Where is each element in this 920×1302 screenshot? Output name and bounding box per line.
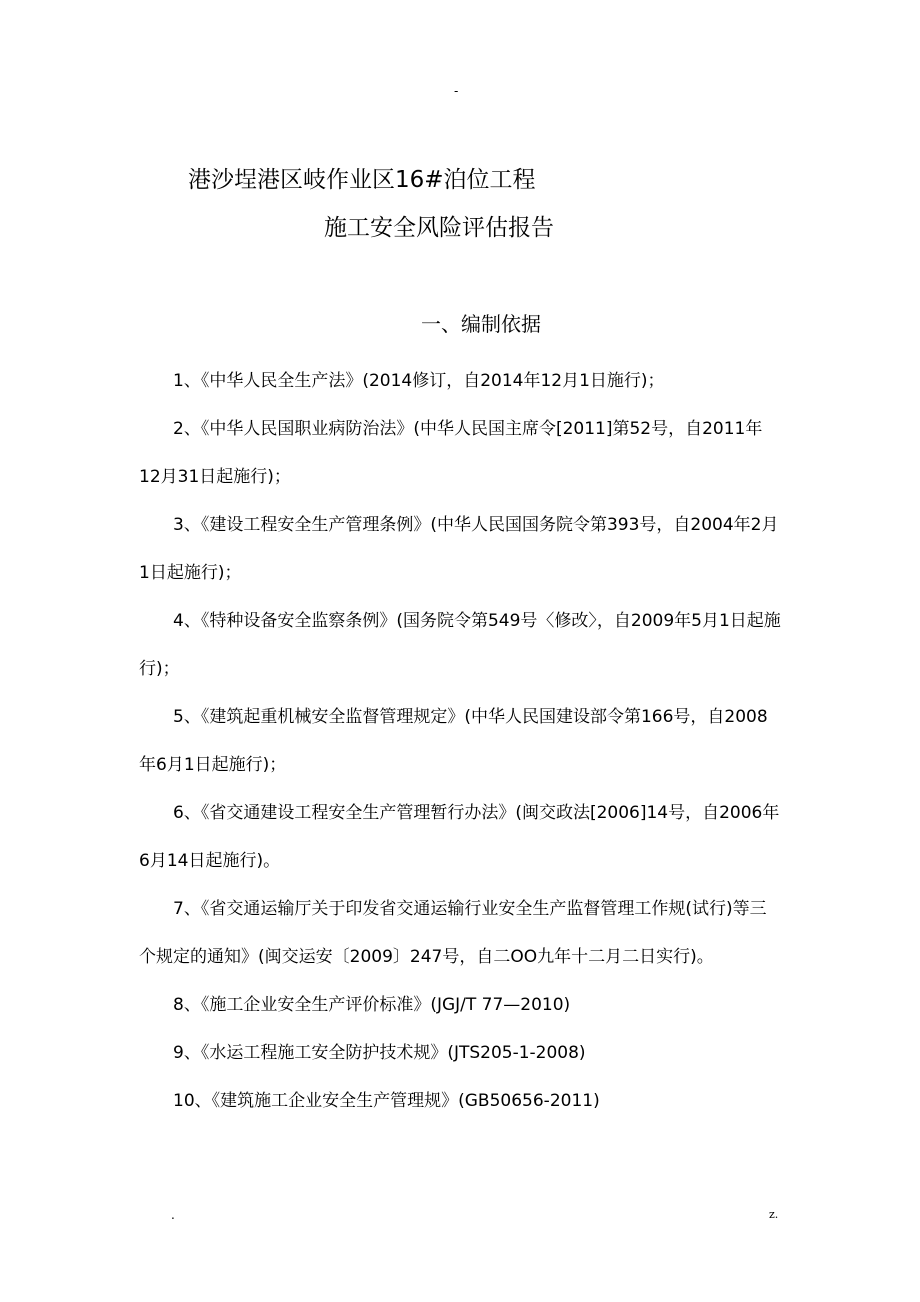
list-item: 5、《建筑起重机械安全监督管理规定》(中华人民国建设部令第166号，自2008年6月1日起施行)； xyxy=(139,707,768,775)
list-item: 3、《建设工程安全生产管理条例》(中华人民国国务院令第393号，自2004年2月1日起施行)； xyxy=(139,515,779,583)
list-item: 2、《中华人民国职业病防治法》(中华人民国主席令[2011]第52号，自2011年12月31日起施行)； xyxy=(139,419,763,487)
list-item: 1、《中华人民全生产法》(2014修订，自2014年12月1日施行)； xyxy=(173,371,665,391)
basis-list xyxy=(139,357,781,1125)
list-item: 9、《水运工程施工安全防护技术规》(JTS205-1-2008) xyxy=(173,1043,586,1063)
list-item: 6、《省交通建设工程安全生产管理暂行办法》(闽交政法[2006]14号，自2006年6月14日起施行)。 xyxy=(139,803,780,871)
page-footer-left-mark: . xyxy=(171,1208,175,1222)
list-item: 7、《省交通运输厅关于印发省交通运输行业安全生产监督管理工作规(试行)等三个规定的通知》(闽交运安〔2009〕247号，自二ОО九年十二月二日实行)。 xyxy=(139,899,767,967)
section-heading: 一、编制依据 xyxy=(421,312,541,336)
page-header-mark: - xyxy=(454,84,459,98)
document-title: 港沙埕港区岐作业区16#泊位工程 xyxy=(188,167,536,193)
page-footer-right-mark: z. xyxy=(769,1208,779,1221)
document-subtitle: 施工安全风险评估报告 xyxy=(324,215,554,241)
list-item: 8、《施工企业安全生产评价标准》(JGJ/T 77—2010) xyxy=(173,995,571,1015)
list-item: 10、《建筑施工企业安全生产管理规》(GB50656-2011) xyxy=(173,1091,600,1111)
list-item: 4、《特种设备安全监察条例》(国务院令第549号〈修改〉，自2009年5月1日起施行)； xyxy=(139,611,781,679)
